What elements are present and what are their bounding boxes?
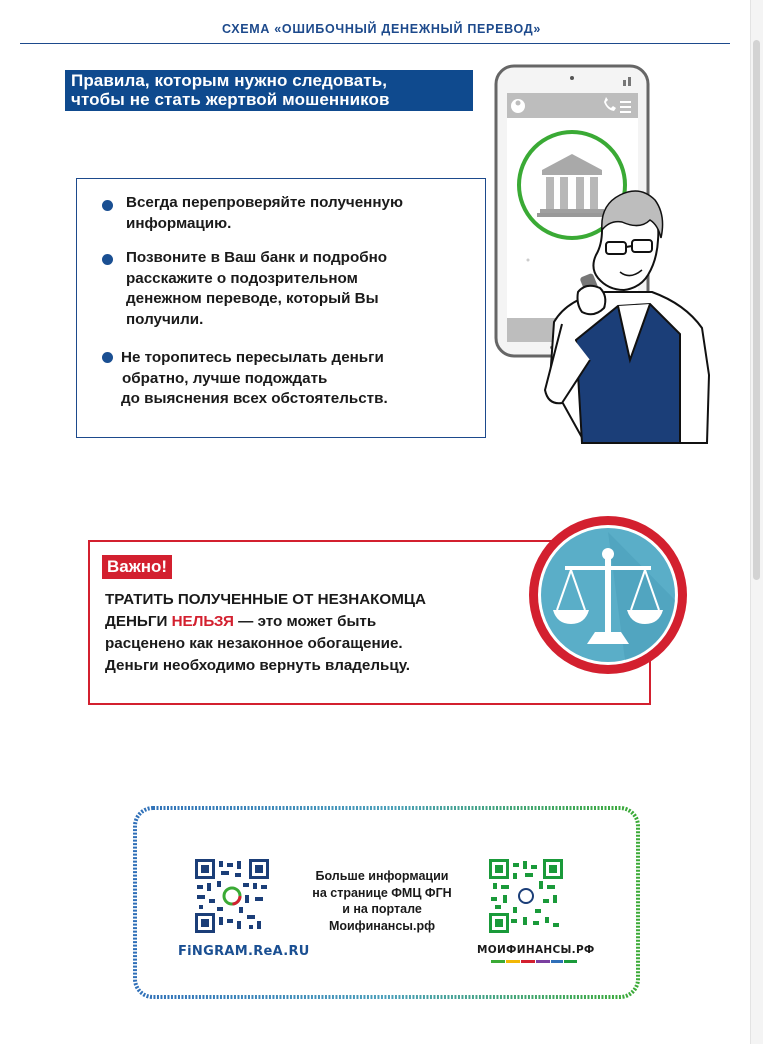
brand-color-stripe: [491, 960, 577, 964]
important-text: ТРАТИТЬ ПОЛУЧЕННЫЕ ОТ НЕЗНАКОМЦА ДЕНЬГИ НЕЛЬЗЯ — это может быть расценено как незаконное обогащение. Деньги необходимо вернуть владельцу.: [105, 591, 426, 674]
moifinansy-qr-code[interactable]: [489, 859, 563, 933]
phone-call-illustration: [490, 60, 715, 448]
bullet-icon: [102, 254, 113, 265]
banner-line-2: чтобы не стать жертвой мошенников: [71, 90, 390, 109]
scales-of-justice-icon: [525, 512, 695, 682]
rule-item: Позвоните в Ваш банк и подробно расскажите о подозрительном денежном переводе, который Вы получили.: [126, 249, 388, 328]
important-badge: Важно!: [102, 555, 172, 579]
bullet-icon: [102, 352, 113, 363]
forbidden-highlight: НЕЛЬЗЯ: [171, 613, 234, 630]
footer-info-text: Больше информации на странице ФМЦ ФГН и на портале Моифинансы.рф: [312, 869, 452, 933]
rule-item: Не торопитесь пересылать деньги обратно, лучше подождать до выяснения всех обстоятельств.: [121, 349, 388, 407]
header-divider: [20, 43, 730, 44]
bullet-icon: [102, 200, 113, 211]
scrollbar-thumb[interactable]: [753, 40, 760, 580]
fingram-site-label[interactable]: FiNGRAM.ReA.RU: [178, 944, 310, 959]
fingram-qr-code[interactable]: [195, 859, 269, 933]
banner-line-1: Правила, которым нужно следовать,: [71, 71, 388, 90]
moifinansy-site-label[interactable]: МОИФИНАНСЫ.РФ: [477, 944, 595, 956]
rule-item: Всегда перепроверяйте полученную информацию.: [126, 194, 403, 232]
rules-title-banner: [65, 70, 473, 111]
page-title: СХЕМА «ОШИБОЧНЫЙ ДЕНЕЖНЫЙ ПЕРЕВОД»: [221, 22, 542, 36]
